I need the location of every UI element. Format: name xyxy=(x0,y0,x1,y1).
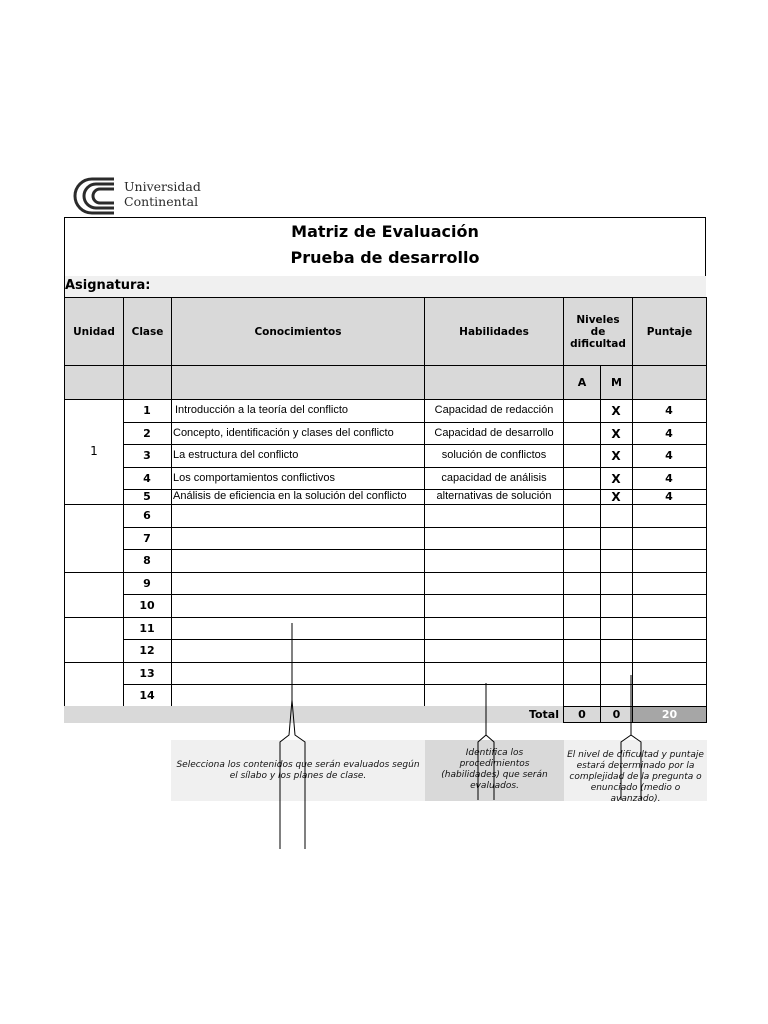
row-nivel-m: X xyxy=(611,490,621,504)
row-puntaje: 4 xyxy=(665,404,673,417)
row-clase: 5 xyxy=(143,490,151,503)
asignatura-label: Asignatura: xyxy=(65,278,151,293)
total-puntaje: 20 xyxy=(632,706,707,723)
logo-line-1: Universidad xyxy=(124,179,201,194)
row-conocimiento: Los comportamientos conflictivos xyxy=(173,471,336,484)
row-habilidad: capacidad de análisis xyxy=(441,471,547,484)
row-conocimiento: Concepto, identificación y clases del conflicto xyxy=(173,426,394,439)
row-clase: 1 xyxy=(143,404,151,417)
note-niveles: El nivel de dificultad y puntaje estará determinado por la complejidad de la pregunta o enunciado (medio o avanzado). xyxy=(567,750,704,804)
row-habilidad: Capacidad de desarrollo xyxy=(434,426,554,439)
subheader-m: M xyxy=(600,365,633,400)
unit-1-label: 1 xyxy=(90,444,98,458)
row-clase: 3 xyxy=(143,449,151,462)
row-puntaje: 4 xyxy=(665,490,673,503)
row-clase: 2 xyxy=(143,426,151,440)
row-nivel-m: X xyxy=(611,471,621,486)
row-conocimiento: Análisis de eficiencia en la solución del conflicto xyxy=(173,490,407,502)
row-puntaje: 4 xyxy=(665,426,673,440)
header-niveles: Niveles de dificultad xyxy=(563,297,633,366)
subheader-a: A xyxy=(563,365,601,400)
row-clase: 13 xyxy=(139,666,155,680)
row-nivel-m: X xyxy=(611,449,621,463)
row-habilidad: solución de conflictos xyxy=(441,449,547,461)
row-nivel-m: X xyxy=(611,426,621,441)
logo-line-2: Continental xyxy=(124,194,199,209)
header-habilidades: Habilidades xyxy=(424,297,564,366)
callout-line-niveles-left xyxy=(621,675,631,800)
header-unidad: Unidad xyxy=(64,297,124,366)
row-clase: 11 xyxy=(139,621,155,635)
callout-line-habilidades-right xyxy=(486,735,494,800)
callout-line-conocimientos-right xyxy=(292,700,305,849)
row-habilidad: Capacidad de redacción xyxy=(434,404,554,416)
header-conocimientos: Conocimientos xyxy=(171,297,425,366)
row-nivel-m: X xyxy=(611,404,621,418)
row-habilidad: alternativas de solución xyxy=(436,490,552,502)
document-subtitle: Prueba de desarrollo xyxy=(290,248,480,267)
row-clase: 8 xyxy=(143,554,151,567)
callout-line-habilidades-left xyxy=(478,683,486,800)
header-puntaje: Puntaje xyxy=(632,297,707,366)
note-habilidades: Identifica los procedimientos (habilidades) que serán evaluados. xyxy=(441,748,548,791)
callout-line-niveles-right xyxy=(631,735,641,800)
total-m: 0 xyxy=(600,706,633,723)
document-title: Matriz de Evaluación xyxy=(291,222,479,241)
row-puntaje: 4 xyxy=(665,471,673,485)
row-conocimiento: Introducción a la teoría del conflicto xyxy=(175,404,349,416)
row-clase: 12 xyxy=(139,644,155,657)
header-clase: Clase xyxy=(123,297,172,366)
row-clase: 14 xyxy=(139,689,155,702)
row-clase: 9 xyxy=(143,576,151,590)
row-puntaje: 4 xyxy=(665,449,673,462)
row-clase: 4 xyxy=(143,471,151,485)
row-clase: 6 xyxy=(143,509,151,522)
note-conocimientos: Selecciona los contenidos que serán evaluados según el sílabo y los planes de clase. xyxy=(176,760,420,781)
total-a: 0 xyxy=(563,706,601,723)
callout-line-conocimientos-left xyxy=(280,623,292,849)
row-conocimiento: La estructura del conflicto xyxy=(173,449,299,461)
row-clase: 7 xyxy=(143,531,151,545)
total-label: Total xyxy=(528,708,559,721)
row-clase: 10 xyxy=(139,599,155,612)
